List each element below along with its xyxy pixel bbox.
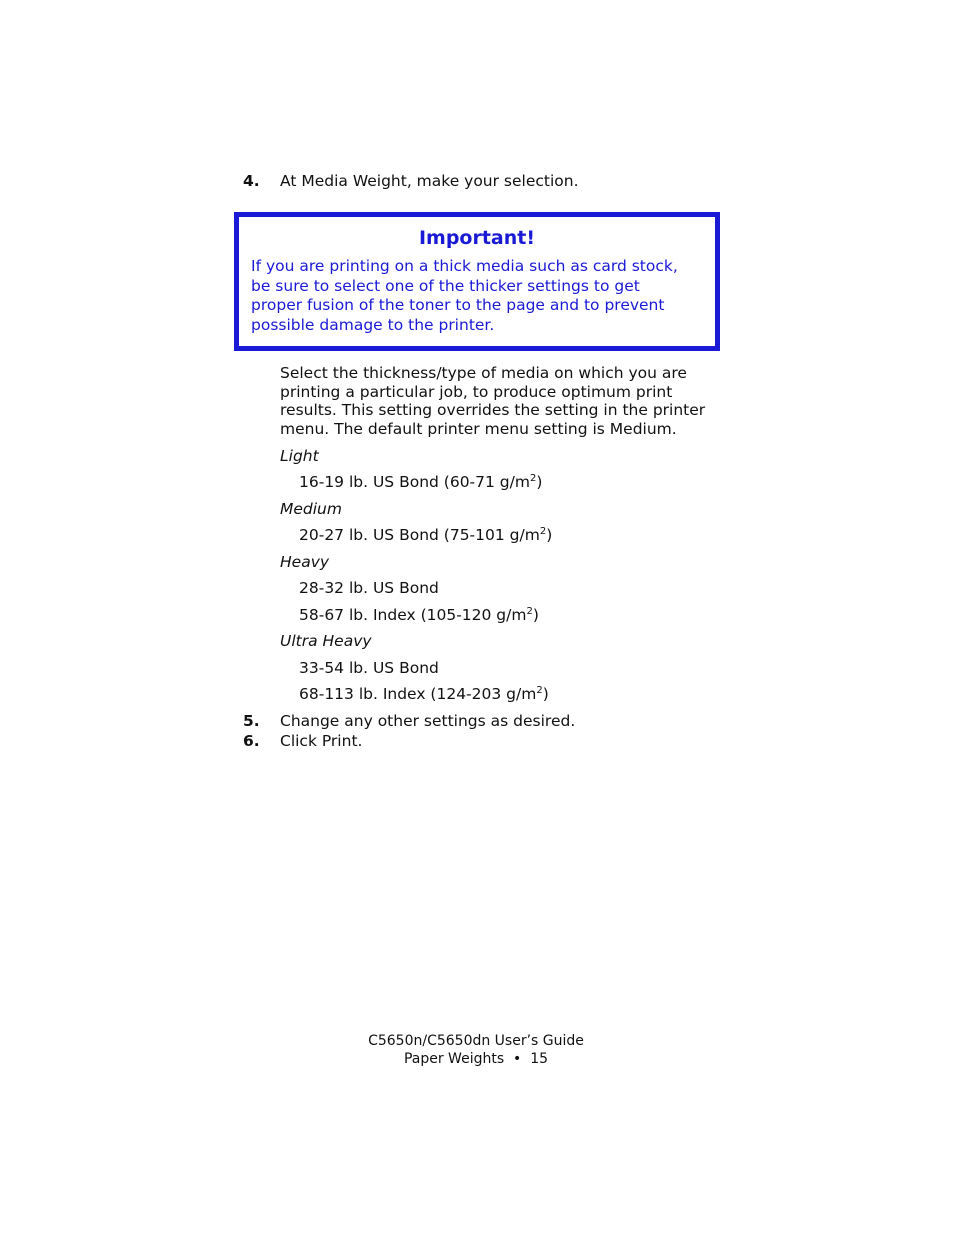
important-line: possible damage to the printer.	[251, 316, 495, 335]
important-title: Important!	[418, 227, 536, 249]
description-line: Select the thickness/type of media on which you are	[280, 364, 687, 382]
footer-bullet: •	[513, 1051, 522, 1067]
weight-value: 20-27 lb. US Bond (75-101 $g/m^2$)	[299, 525, 553, 544]
weight-category-medium: Medium	[280, 500, 342, 518]
important-line: If you are printing on a thick media such as card stock,	[251, 257, 678, 275]
important-note-box	[234, 212, 720, 351]
important-body	[251, 257, 711, 336]
weight-value: 58-67 lb. Index (105-120 $g/m^2$)	[299, 605, 539, 624]
weight-category-heavy: Heavy	[280, 553, 330, 571]
media-weight-description	[280, 364, 720, 438]
step-4-number: 4.	[243, 172, 260, 190]
weight-category-ultra-heavy: Ultra Heavy	[280, 632, 372, 650]
step-4-text: At Media Weight, make your selection.	[280, 172, 579, 190]
footer-guide-title: C5650n/C5650dn User’s Guide	[368, 1033, 584, 1049]
important-line: be sure to select one of the thicker settings to get	[251, 276, 640, 295]
description-line: menu. The default printer menu setting is Medium.	[280, 419, 677, 438]
footer-page-info	[0, 1051, 954, 1067]
weight-category-light: Light	[280, 447, 319, 465]
step-5-number: 5.	[243, 712, 260, 730]
step-6-number: 6.	[243, 732, 260, 750]
weight-value: 28-32 lb. US Bond	[299, 579, 439, 597]
weight-value: 33-54 lb. US Bond	[299, 659, 439, 677]
weight-value: 68-113 lb. Index (124-203 $g/m^2$)	[299, 684, 549, 703]
description-line: results. This setting overrides the setting in the printer	[280, 401, 706, 419]
weight-value: 16-19 lb. US Bond (60-71 $g/m^2$)	[299, 472, 543, 491]
description-line: printing a particular job, to produce optimum print	[280, 382, 673, 401]
important-line: proper fusion of the toner to the page and to prevent	[251, 296, 665, 315]
footer-section: Paper Weights	[403, 1051, 505, 1067]
step-5-text: Change any other settings as desired.	[280, 712, 576, 730]
page-number: 15	[530, 1051, 549, 1067]
step-6-text: Click Print.	[280, 732, 363, 750]
